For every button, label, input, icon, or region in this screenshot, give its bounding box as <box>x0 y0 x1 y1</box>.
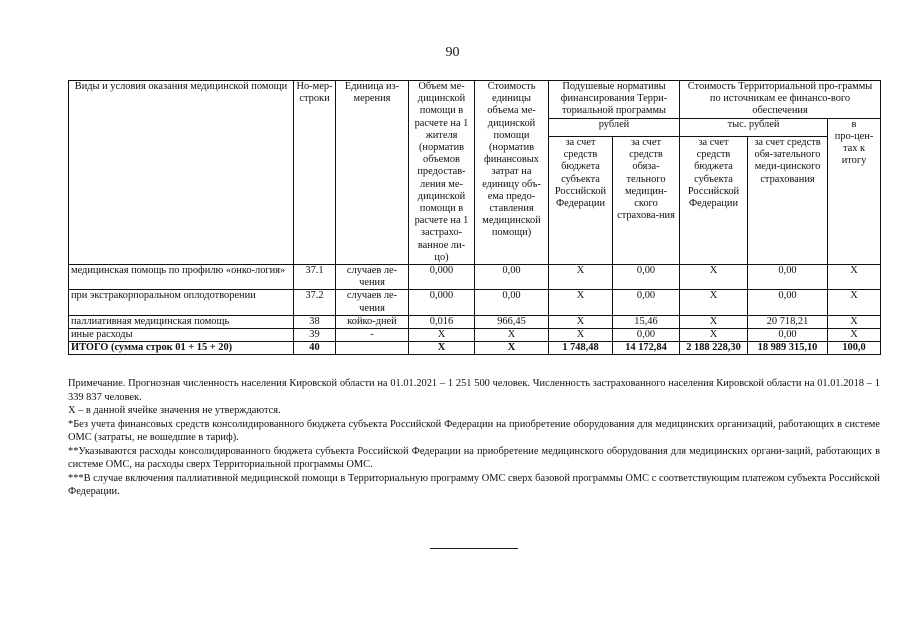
row-name: паллиативная медицинская помощь <box>69 315 294 328</box>
footnotes <box>68 377 880 499</box>
row-pc-budget: X <box>549 329 613 342</box>
table-row <box>69 265 881 290</box>
total-pct: 100,0 <box>828 342 881 355</box>
row-volume: 0,000 <box>409 290 475 315</box>
total-tp-oms: 18 989 315,10 <box>748 342 828 355</box>
header-volume: Объем ме-дицинской помощи в расчете на 1 жителя (норматив объемов предостав-ления ме-дицинской помощи в расчете на 1 застрахо-ванное ли-цо) <box>409 81 475 265</box>
row-volume: 0,016 <box>409 315 475 328</box>
row-num: 37.1 <box>294 265 336 290</box>
row-pc-oms: 0,00 <box>613 265 680 290</box>
total-name: ИТОГО (сумма строк 01 + 15 + 20) <box>69 342 294 355</box>
row-pc-budget: X <box>549 290 613 315</box>
header-sources-group: Стоимость Территориальной про-граммы по источникам ее финансо-вого обеспечения <box>680 81 881 119</box>
row-cost: 0,00 <box>475 265 549 290</box>
header-unit-trub: тыс. рублей <box>680 118 828 136</box>
row-pct: X <box>828 290 881 315</box>
row-tp-oms: 0,00 <box>748 290 828 315</box>
note-double-star: **Указываются расходы консолидированного бюджета субъекта Российской Федерации на приобретение медицинского оборудования для медицинских органи-заций, работающих в системе ОМС, на расходы сверх Территориальной программы ОМС. <box>68 445 880 470</box>
program-cost-table <box>68 80 881 355</box>
header-pct <box>828 118 881 264</box>
header-unit-rub: рублей <box>549 118 680 136</box>
total-pc-oms: 14 172,84 <box>613 342 680 355</box>
row-pc-oms: 0,00 <box>613 329 680 342</box>
header-pc-budget: за счет средств бюджета субъекта Российской Федерации <box>549 137 613 265</box>
header-pc-oms: за счет средств обяза-тельного медицин-ского страхова-ния <box>613 137 680 265</box>
header-num: Но-мер-строки <box>294 81 336 265</box>
header-row-1 <box>69 81 881 119</box>
page-number: 90 <box>445 45 460 60</box>
row-cost: 0,00 <box>475 290 549 315</box>
note-single-star: *Без учета финансовых средств консолидированного бюджета субъекта Российской Федерации на приобретение оборудования для медицинских организаций, работающих в системе ОМС (затраты, не вошедшие в тариф). <box>68 418 880 443</box>
total-pc-budget: 1 748,48 <box>549 342 613 355</box>
row-cost: 966,45 <box>475 315 549 328</box>
note-triple-star: ***В случае включения паллиативной медицинской помощи в Территориальную программу ОМС сверх базовой программы ОМС с соответствующим платежом субъекта Российской Федерации. <box>68 472 880 497</box>
row-pct: X <box>828 329 881 342</box>
row-pct: X <box>828 315 881 328</box>
header-pct-top: в <box>851 118 857 130</box>
row-tp-oms: 0,00 <box>748 265 828 290</box>
note-x-legend: Х – в данной ячейке значения не утверждаются. <box>68 405 281 416</box>
row-pc-budget: X <box>549 265 613 290</box>
row-name: иные расходы <box>69 329 294 342</box>
row-num: 38 <box>294 315 336 328</box>
total-tp-budget: 2 188 228,30 <box>680 342 748 355</box>
row-name: медицинская помощь по профилю «онко-логия» <box>69 265 294 290</box>
row-pc-oms: 15,46 <box>613 315 680 328</box>
closing-rule <box>430 548 518 549</box>
row-volume: X <box>409 329 475 342</box>
total-num: 40 <box>294 342 336 355</box>
header-percap-group: Подушевые нормативы финансирования Терри-ториальной программы <box>549 81 680 119</box>
row-tp-budget: X <box>680 315 748 328</box>
header-pct-rest: про-цен-тах к итогу <box>834 130 874 167</box>
table-row <box>69 329 881 342</box>
row-tp-oms: 20 718,21 <box>748 315 828 328</box>
row-pc-budget: X <box>549 315 613 328</box>
row-tp-oms: 0,00 <box>748 329 828 342</box>
header-tp-budget: за счет средств бюджета субъекта Российской Федерации <box>680 137 748 265</box>
row-unit: случаев ле-чения <box>336 290 409 315</box>
row-pct: X <box>828 265 881 290</box>
row-tp-budget: X <box>680 290 748 315</box>
row-unit: койко-дней <box>336 315 409 328</box>
row-pc-oms: 0,00 <box>613 290 680 315</box>
row-name: при экстракорпоральном оплодотворении <box>69 290 294 315</box>
row-cost: X <box>475 329 549 342</box>
row-num: 37.2 <box>294 290 336 315</box>
header-tp-oms: за счет средств обя-зательного меди-цинского страхования <box>748 137 828 265</box>
row-tp-budget: X <box>680 329 748 342</box>
row-num: 39 <box>294 329 336 342</box>
table-row <box>69 290 881 315</box>
header-unit: Единица из-мерения <box>336 81 409 265</box>
table-row <box>69 315 881 328</box>
total-unit <box>336 342 409 355</box>
total-row <box>69 342 881 355</box>
header-kind: Виды и условия оказания медицинской помощи <box>69 81 294 265</box>
row-unit: случаев ле-чения <box>336 265 409 290</box>
row-unit: - <box>336 329 409 342</box>
header-cost: Стоимость единицы объема ме-дицинской помощи (норматив финансовых затрат на единицу объ-ема предо-ставления медицинской помощи) <box>475 81 549 265</box>
note-population: Примечание. Прогнозная численность населения Кировской области на 01.01.2021 – 1 251 500 человек. Численность застрахованного населения Кировской области на 01.01.2018 – 1 339 837 человек. <box>68 378 880 403</box>
row-tp-budget: X <box>680 265 748 290</box>
row-volume: 0,000 <box>409 265 475 290</box>
total-cost: X <box>475 342 549 355</box>
total-volume: X <box>409 342 475 355</box>
